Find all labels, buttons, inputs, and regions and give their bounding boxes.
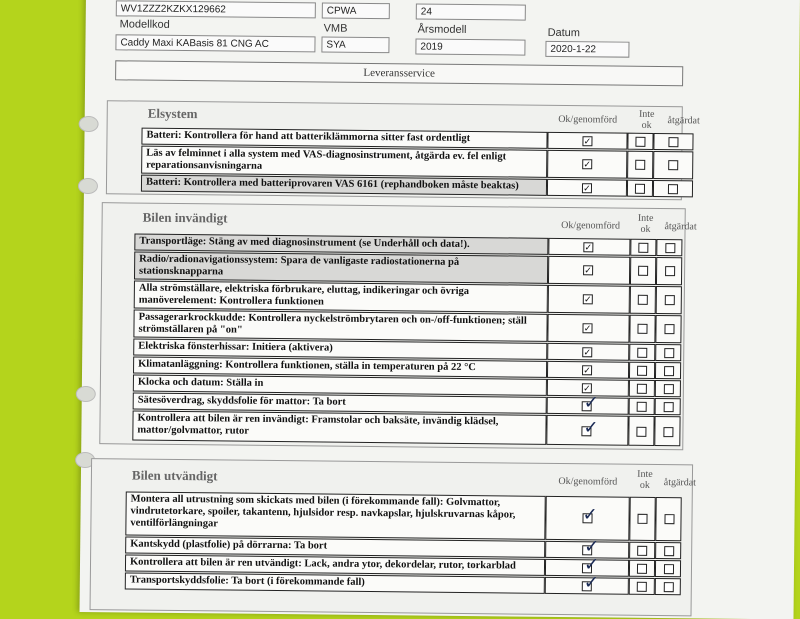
inte-cell	[627, 151, 653, 179]
inte-cell	[629, 497, 655, 541]
atgardat-cell	[654, 416, 680, 446]
atgardat-cell	[655, 315, 681, 343]
list-item: Kontrollera att bilen är ren utvändigt: Lack, andra ytor, dekordelar, rutor, torkarblad	[125, 554, 545, 575]
punch-hole	[78, 178, 98, 194]
list-item: Läs av felminnet i alla system med VAS-diagnosinstrument, åtgärda ev. fel enligt reparationsanvisningarna	[141, 146, 547, 178]
handwritten-check-icon: ✓	[583, 417, 599, 439]
atgardat-checkbox[interactable]	[663, 427, 673, 437]
list-item: Radio/radionavigationssystem: Spara de vanligaste radiostationerna på stationsknapparna	[134, 252, 548, 284]
checklist-paper	[80, 0, 800, 619]
col-ok: Ok/genomförd	[561, 219, 621, 232]
inte-ok-checkbox[interactable]	[637, 348, 647, 358]
col-atgardat: åtgärdat	[664, 221, 697, 233]
ok-cell	[547, 343, 629, 361]
list-item: Alla strömställare, elektriska förbrukare, eluttag, indikeringar och övriga manöverelement: Kontrollera funktionen	[134, 281, 548, 313]
inte-ok-checkbox[interactable]	[635, 184, 645, 194]
atgardat-cell	[655, 344, 681, 361]
list-item: Transportskyddsfolie: Ta bort (i förekommande fall)	[125, 572, 545, 593]
atgardat-cell	[653, 151, 693, 179]
ok-cell	[547, 150, 627, 179]
datum-field: 2020-1-22	[545, 41, 629, 58]
inte-ok-checkbox[interactable]	[637, 564, 647, 574]
col-atgardat: åtgärdat	[667, 115, 700, 127]
punch-hole	[79, 116, 99, 132]
atgardat-checkbox[interactable]	[665, 266, 675, 276]
section-title: Elsystem	[147, 105, 198, 122]
arsmodell-field: 2019	[415, 38, 525, 55]
atgardat-checkbox[interactable]	[664, 564, 674, 574]
atgardat-cell	[656, 286, 682, 314]
label-vmb: VMB	[323, 22, 348, 35]
section-banner: Leveransservice	[115, 60, 683, 86]
inte-cell	[629, 344, 655, 361]
atgardat-cell	[656, 257, 682, 285]
atgardat-checkbox[interactable]	[665, 295, 675, 305]
col-atgardat: åtgärdat	[663, 477, 697, 489]
inte-cell	[630, 286, 656, 314]
ok-cell	[547, 361, 629, 379]
list-item: Kantskydd (plastfolie) på dörrarna: Ta bort	[125, 536, 545, 557]
handwritten-check-icon: ✓	[582, 504, 598, 526]
col-ok: Ok/genomförd	[558, 475, 618, 488]
ok-checkbox[interactable]: ✓	[583, 294, 592, 305]
inte-ok-checkbox[interactable]	[637, 514, 647, 524]
label-modellkod: Modellkod	[119, 18, 170, 31]
inte-ok-checkbox[interactable]	[638, 295, 648, 305]
inte-cell	[629, 362, 655, 379]
section-title: Bilen invändigt	[142, 209, 228, 226]
atgardat-checkbox[interactable]	[665, 243, 675, 253]
ok-cell	[547, 392, 629, 415]
list-item: Kontrollera att bilen är ren invändigt: Framstolar och baksäte, invändig klädsel, mattor/golvmattor, rutor	[132, 411, 546, 445]
atgardat-cell	[655, 362, 681, 379]
atgardat-checkbox[interactable]	[664, 366, 674, 376]
atgardat-checkbox[interactable]	[668, 137, 678, 147]
handwritten-check-icon: ✓	[583, 554, 600, 576]
atgardat-checkbox[interactable]	[664, 514, 674, 524]
inte-cell	[630, 239, 656, 256]
handwritten-check-icon: ✓	[584, 536, 600, 558]
inte-cell	[627, 180, 653, 197]
ok-checkbox[interactable]: ✓	[583, 347, 592, 358]
code-field: CPWA	[322, 2, 390, 19]
inte-cell	[629, 542, 655, 559]
value-field: 24	[416, 3, 526, 20]
atgardat-checkbox[interactable]	[664, 348, 674, 358]
atgardat-cell	[655, 560, 681, 577]
list-item: Klimatanläggning: Kontrollera funktionen, ställa in temperaturen på 22 °C	[133, 357, 547, 378]
atgardat-checkbox[interactable]	[664, 546, 674, 556]
inte-cell	[629, 315, 655, 343]
list-item: Elektriska fönsterhissar: Initiera (aktivera)	[133, 339, 547, 360]
ok-checkbox[interactable]: ✓	[583, 323, 592, 334]
inte-cell	[629, 578, 655, 595]
inte-cell	[629, 380, 655, 397]
atgardat-checkbox[interactable]	[668, 184, 678, 194]
ok-cell	[548, 238, 630, 256]
inte-ok-checkbox[interactable]	[635, 137, 645, 147]
list-item: Batteri: Kontrollera för hand att batteriklämmorna sitter fast ordentligt	[141, 128, 547, 149]
atgardat-cell	[653, 133, 693, 150]
inte-cell	[630, 257, 656, 285]
inte-ok-checkbox[interactable]	[637, 582, 647, 592]
ok-checkbox[interactable]: ✓	[583, 159, 592, 170]
inte-cell	[627, 133, 653, 150]
atgardat-checkbox[interactable]	[664, 582, 674, 592]
atgardat-cell	[655, 398, 681, 415]
vmb-field: SYA	[321, 36, 389, 53]
col-inte: Inte ok	[637, 212, 654, 235]
inte-ok-checkbox[interactable]	[635, 160, 645, 170]
col-ok: Ok/genomförd	[558, 113, 618, 126]
ok-checkbox[interactable]: ✓	[584, 242, 593, 253]
atgardat-cell	[655, 497, 681, 541]
section-bilen-invandigt	[99, 202, 697, 450]
inte-ok-checkbox[interactable]	[637, 384, 647, 394]
list-item: Klocka och datum: Ställa in	[133, 375, 547, 396]
col-inte: Inte ok	[638, 108, 655, 131]
ok-cell	[547, 314, 629, 343]
inte-cell	[629, 398, 655, 415]
atgardat-checkbox[interactable]	[664, 384, 674, 394]
ok-cell	[545, 572, 629, 595]
inte-ok-checkbox[interactable]	[637, 366, 647, 376]
model-field: Caddy Maxi KABasis 81 CNG AC	[115, 34, 315, 52]
ok-cell	[545, 496, 629, 541]
handwritten-check-icon: ✓	[583, 572, 600, 594]
ok-checkbox[interactable]: ✓	[584, 265, 592, 276]
list-item: Sätesöverdrag, skyddsfolie för mattor: Ta bort	[133, 393, 547, 414]
label-datum: Datum	[547, 26, 581, 40]
ok-checkbox[interactable]: ✓	[583, 136, 592, 147]
ok-checkbox[interactable]: ✓	[583, 183, 591, 194]
atgardat-cell	[655, 542, 681, 559]
inte-ok-checkbox[interactable]	[637, 546, 647, 556]
vin-field: WV1ZZZ2KZKX129662	[116, 0, 316, 18]
list-item: Transportläge: Stäng av med diagnosinstrument (se Underhåll och data!).	[134, 234, 548, 255]
punch-hole	[76, 386, 96, 402]
ok-checkbox[interactable]: ✓	[583, 383, 591, 394]
atgardat-cell	[656, 239, 682, 256]
atgardat-cell	[655, 380, 681, 397]
ok-cell	[547, 179, 627, 197]
section-title: Bilen utvändigt	[131, 467, 218, 484]
inte-ok-checkbox[interactable]	[638, 266, 648, 276]
atgardat-cell	[653, 180, 693, 197]
list-item: Montera all utrustning som skickats med bilen (i förekommande fall): Golvmattor, vindrutetorkare, spoiler, takantenn, hjulsidor resp. navkapslar, hjulskruvarnas kåpor, ventilförlängningar	[125, 491, 545, 539]
atgardat-checkbox[interactable]	[664, 324, 674, 334]
col-inte: Inte ok	[637, 468, 653, 491]
ok-cell	[548, 285, 630, 314]
inte-ok-checkbox[interactable]	[638, 243, 648, 253]
inte-cell	[629, 560, 655, 577]
inte-cell	[628, 416, 654, 446]
inte-ok-checkbox[interactable]	[637, 324, 647, 334]
ok-checkbox[interactable]: ✓	[583, 365, 591, 376]
section-elsystem	[106, 100, 700, 200]
inte-ok-checkbox[interactable]	[636, 427, 646, 437]
atgardat-checkbox[interactable]	[664, 402, 674, 412]
section-bilen-utvandigt	[90, 458, 697, 616]
list-item: Batteri: Kontrollera med batteriprovaren VAS 6161 (rephandboken måste beaktas)	[141, 175, 547, 196]
ok-cell	[546, 415, 628, 446]
atgardat-checkbox[interactable]	[668, 160, 678, 170]
inte-ok-checkbox[interactable]	[637, 402, 647, 412]
label-arsmodell: Årsmodell	[417, 23, 467, 36]
list-item: Passagerarkrockkudde: Kontrollera nyckelströmbrytaren och on-/off-funktionen; ställ strömställaren på "on"	[133, 310, 547, 342]
atgardat-cell	[655, 578, 681, 595]
ok-cell	[547, 132, 627, 150]
ok-cell	[548, 256, 630, 285]
handwritten-check-icon: ✓	[583, 392, 599, 414]
